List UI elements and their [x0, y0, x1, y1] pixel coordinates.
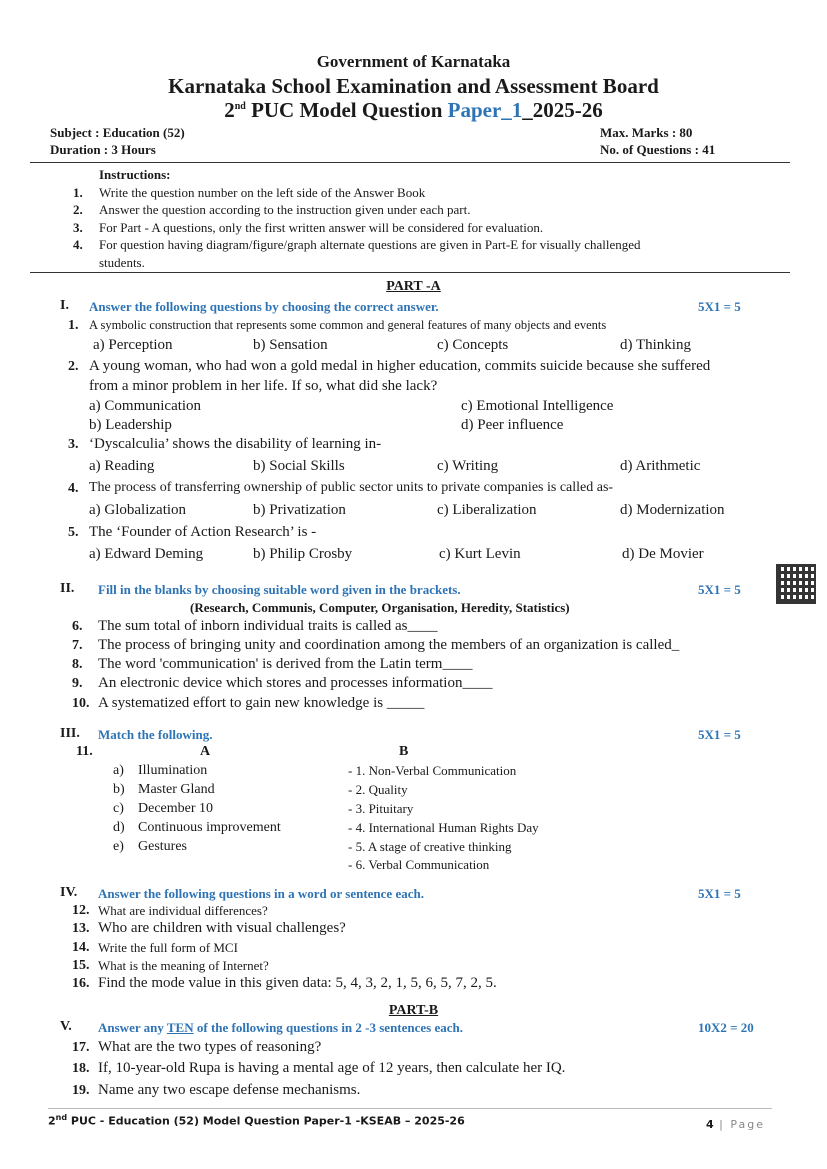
option: c) Kurt Levin	[439, 546, 521, 562]
option: a) Edward Deming	[89, 546, 204, 562]
question-number: 1.	[68, 318, 79, 333]
question-text: Write the full form of MCI	[98, 940, 238, 955]
question-text: A systematized effort to gain new knowledge is _____	[98, 695, 425, 711]
instruction-text-cont: students.	[99, 255, 145, 270]
question-number: 18.	[72, 1061, 90, 1076]
option: b) Philip Crosby	[253, 546, 353, 562]
option: b) Leadership	[89, 417, 172, 433]
option: b) Social Skills	[253, 458, 345, 474]
match-label: c)	[113, 801, 124, 816]
section-marks: 5X1 = 5	[698, 727, 741, 742]
match-label: b)	[113, 782, 125, 797]
question-text: What is the meaning of Internet?	[98, 958, 269, 973]
divider	[30, 272, 790, 273]
question-text: What are the two types of reasoning?	[98, 1039, 322, 1055]
question-text: from a minor problem in her life. If so, what did she lack?	[89, 378, 438, 394]
question-number: 9.	[72, 676, 83, 691]
header-paper-title: 2nd PUC Model Question Paper_1_2025-26	[224, 98, 603, 122]
section-heading: Answer the following questions by choosing the correct answer.	[89, 299, 439, 314]
qr-code-icon	[778, 566, 814, 602]
match-a-item: December 10	[138, 801, 214, 816]
question-number: 14.	[72, 940, 90, 955]
question-number: 4.	[68, 481, 79, 496]
header-board-name: Karnataka School Examination and Assessment Board	[168, 74, 659, 98]
max-marks: Max. Marks : 80	[600, 125, 693, 140]
section-marks: 10X2 = 20	[698, 1020, 754, 1035]
section-heading: Answer any TEN of the following questions in 2 -3 sentences each.	[98, 1020, 463, 1035]
option: c) Liberalization	[437, 502, 537, 518]
column-a-header: A	[200, 744, 211, 759]
section-marks: 5X1 = 5	[698, 582, 741, 597]
section-number: I.	[60, 298, 69, 313]
divider	[30, 162, 790, 163]
question-number: 3.	[68, 437, 79, 452]
match-b-item: - 4. International Human Rights Day	[348, 820, 539, 835]
option: a) Reading	[89, 458, 155, 474]
option: c) Writing	[437, 458, 499, 474]
instruction-number: 2.	[73, 202, 83, 217]
option: a) Communication	[89, 398, 202, 414]
question-number: 7.	[72, 638, 83, 653]
section-number: IV.	[60, 885, 78, 900]
instruction-text: For question having diagram/figure/graph alternate questions are given in Part-E for visually challenged	[99, 237, 641, 252]
instructions-title: Instructions:	[99, 167, 171, 182]
question-number: 11.	[76, 744, 93, 759]
instruction-text: For Part - A questions, only the first written answer will be considered for evaluation.	[99, 220, 544, 235]
question-text: A young woman, who had won a gold medal in higher education, commits suicide because she suffered	[89, 358, 711, 374]
match-b-item: - 3. Pituitary	[348, 801, 414, 816]
column-b-header: B	[399, 744, 409, 759]
question-number: 8.	[72, 657, 83, 672]
question-text: Who are children with visual challenges?	[98, 920, 346, 936]
match-b-item: - 1. Non-Verbal Communication	[348, 763, 517, 778]
question-number: 19.	[72, 1083, 90, 1098]
match-label: d)	[113, 820, 125, 835]
section-marks: 5X1 = 5	[698, 299, 741, 314]
option: b) Privatization	[253, 502, 346, 518]
part-a-title: PART -A	[386, 279, 441, 294]
section-number: II.	[60, 581, 75, 596]
duration: Duration : 3 Hours	[50, 142, 156, 157]
footer-text: 2nd PUC - Education (52) Model Question Paper-1 -KSEAB – 2025-26	[48, 1113, 465, 1128]
question-text: An electronic device which stores and processes information____	[98, 675, 493, 691]
question-text: What are individual differences?	[98, 903, 268, 918]
question-number: 10.	[72, 696, 90, 711]
question-number: 12.	[72, 903, 90, 918]
match-a-item: Continuous improvement	[138, 820, 281, 835]
question-number: 13.	[72, 921, 90, 936]
match-b-item: - 5. A stage of creative thinking	[348, 839, 512, 854]
instruction-number: 3.	[73, 220, 83, 235]
option: a) Perception	[93, 337, 173, 353]
section-heading: Fill in the blanks by choosing suitable word given in the brackets.	[98, 582, 461, 597]
option: c) Emotional Intelligence	[461, 398, 614, 414]
section-heading: Match the following.	[98, 727, 213, 742]
option: b) Sensation	[253, 337, 328, 353]
option: a) Globalization	[89, 502, 187, 518]
footer-divider	[48, 1108, 772, 1109]
section-number: III.	[60, 726, 80, 741]
header-line-1: Government of Karnataka	[316, 52, 511, 71]
instruction-text: Answer the question according to the instruction given under each part.	[99, 202, 471, 217]
part-b-title: PART-B	[388, 1003, 439, 1018]
question-text: If, 10-year-old Rupa is having a mental age of 12 years, then calculate her IQ.	[98, 1060, 566, 1076]
section-marks: 5X1 = 5	[698, 886, 741, 901]
question-number: 16.	[72, 976, 90, 991]
subject: Subject : Education (52)	[50, 125, 185, 140]
question-text: The word 'communication' is derived from the Latin term____	[98, 656, 473, 672]
page-number: 4 | Page	[706, 1118, 765, 1131]
question-text: The process of bringing unity and coordination among the members of an organization is called_	[98, 637, 680, 653]
section-number: V.	[60, 1019, 72, 1034]
match-label: e)	[113, 839, 124, 854]
match-b-item: - 6. Verbal Communication	[348, 857, 490, 872]
question-text: The sum total of inborn individual traits is called as____	[98, 618, 438, 634]
match-label: a)	[113, 763, 124, 778]
question-number: 5.	[68, 525, 79, 540]
question-text: The ‘Founder of Action Research’ is -	[89, 524, 317, 540]
word-bank: (Research, Communis, Computer, Organisation, Heredity, Statistics)	[190, 600, 570, 615]
instruction-number: 1.	[73, 185, 83, 200]
instruction-text: Write the question number on the left side of the Answer Book	[99, 185, 426, 200]
question-text: Find the mode value in this given data: 5, 4, 3, 2, 1, 5, 6, 5, 7, 2, 5.	[98, 975, 497, 991]
section-heading: Answer the following questions in a word or sentence each.	[98, 886, 424, 901]
question-text: Name any two escape defense mechanisms.	[98, 1082, 361, 1098]
option: d) De Movier	[622, 546, 704, 562]
question-text: A symbolic construction that represents some common and general features of many objects and events	[89, 318, 607, 332]
option: d) Peer influence	[461, 417, 564, 433]
question-number: 17.	[72, 1040, 90, 1055]
instruction-number: 4.	[73, 237, 83, 252]
option: d) Thinking	[620, 337, 691, 353]
question-number: 2.	[68, 359, 79, 374]
question-number: 6.	[72, 619, 83, 634]
option: c) Concepts	[437, 337, 509, 353]
question-text: The process of transferring ownership of public sector units to private companies is called as-	[89, 480, 614, 495]
match-b-item: - 2. Quality	[348, 782, 408, 797]
option: d) Arithmetic	[620, 458, 701, 474]
question-text: ‘Dyscalculia’ shows the disability of learning in-	[89, 436, 382, 452]
match-a-item: Illumination	[138, 763, 208, 778]
option: d) Modernization	[620, 502, 725, 518]
match-a-item: Master Gland	[138, 782, 215, 797]
question-number: 15.	[72, 958, 90, 973]
num-questions: No. of Questions : 41	[600, 142, 716, 157]
match-a-item: Gestures	[138, 839, 187, 854]
